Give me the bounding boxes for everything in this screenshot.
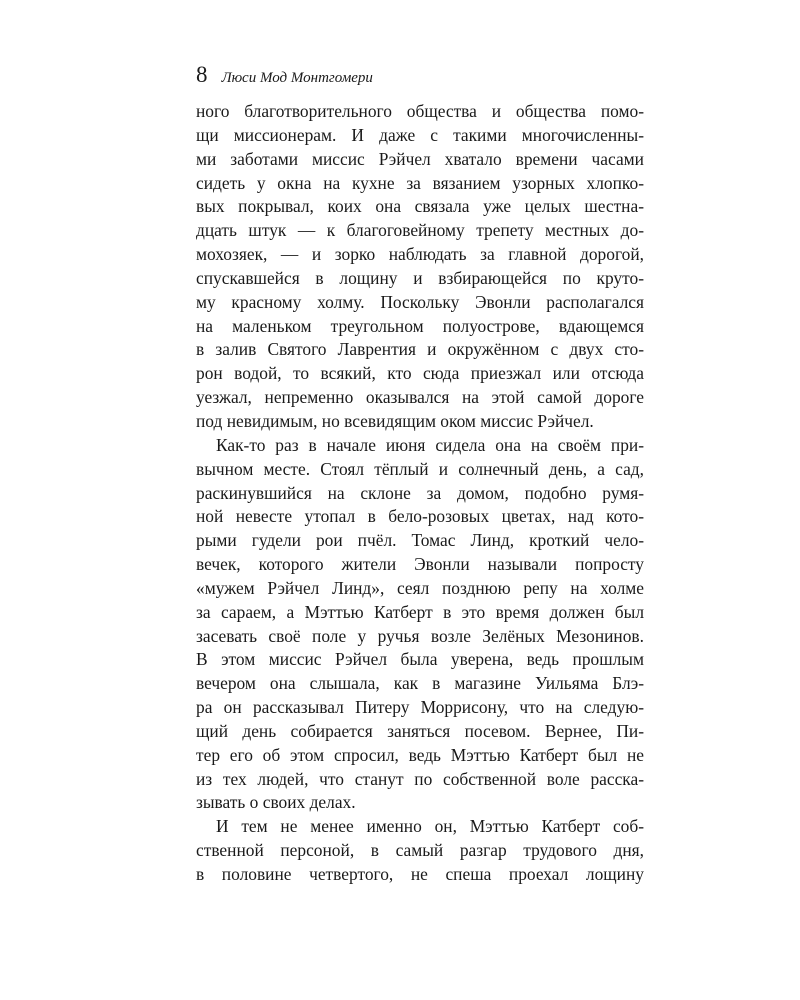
text-line: из тех людей, что станут по собственной воле расска-: [196, 768, 644, 789]
text-line: ми заботами миссис Рэйчел хватало времени часами: [196, 148, 644, 169]
page-number: 8: [196, 62, 208, 87]
text-line: му красному холму. Поскольку Эвонли располагался: [196, 291, 644, 312]
text-line: сидеть у окна на кухне за вязанием узорных хлопко-: [196, 172, 644, 193]
text-line: «мужем Рэйчел Линд», сеял позднюю репу на холме: [196, 577, 644, 598]
running-title: Люси Мод Монтгомери: [221, 70, 373, 86]
text-line: В этом миссис Рэйчел была уверена, ведь прошлым: [196, 649, 644, 670]
text-line: ственной персоной, в самый разгар трудового дня,: [196, 840, 644, 861]
page-header: [196, 62, 373, 90]
paragraph-end-line: зывать о своих делах.: [196, 792, 356, 813]
text-line: вечером она слышала, как в магазине Уильяма Блэ-: [196, 673, 644, 694]
paragraph-start-line: И тем не менее именно он, Мэттью Катберт соб-: [216, 816, 644, 837]
text-line: за сараем, а Мэттью Катберт в это время должен был: [196, 601, 644, 622]
text-line: ного благотворительного общества и общества помо-: [196, 101, 644, 121]
text-line: ра он рассказывал Питеру Моррисону, что на следую-: [196, 697, 644, 718]
text-line: в залив Святого Лаврентия и окружённом с двух сто-: [196, 339, 644, 360]
paragraph-start-line: Как-то раз в начале июня сидела она на своём при-: [216, 434, 644, 455]
text-line: мохозяек, — и зорко наблюдать за главной дорогой,: [196, 244, 644, 265]
text-line: спускавшейся в лощину и взбирающейся по круто-: [196, 267, 644, 288]
text-line: вычном месте. Стоял тёплый и солнечный день, а сад,: [196, 458, 644, 479]
text-line: ной невесте утопал в бело-розовых цветах, над кото-: [196, 506, 644, 527]
text-line: дцать штук — к благоговейному трепету местных до-: [196, 220, 644, 241]
text-line: засевать своё поле у ручья возле Зелёных Мезонинов.: [196, 625, 644, 646]
text-line: в половине четвертого, не спеша проехал лощину: [196, 864, 644, 884]
text-line: щи миссионерам. И даже с такими многочисленны-: [196, 124, 644, 145]
paragraph-end-line: под невидимым, но всевидящим оком миссис Рэйчел.: [196, 410, 594, 431]
text-line: рыми гудели рои пчёл. Томас Линд, кроткий чело-: [196, 530, 644, 551]
text-line: щий день собирается заняться посевом. Вернее, Пи-: [196, 720, 644, 741]
text-line: тер его об этом спросил, ведь Мэттью Катберт был не: [196, 744, 644, 765]
text-line: на маленьком треугольном полуострове, вдающемся: [196, 315, 644, 336]
text-line: вых покрывал, коих она связала уже целых шестна-: [196, 196, 644, 217]
text-line: рон водой, то всякий, кто сюда приезжал или отсюда: [196, 363, 644, 384]
text-line: раскинувшийся на склоне за домом, подобно румя-: [196, 482, 644, 503]
body-text: [196, 100, 644, 887]
text-line: вечек, которого жители Эвонли называли попросту: [196, 554, 644, 575]
text-line: уезжал, непременно оказывался на этой самой дороге: [196, 387, 644, 408]
